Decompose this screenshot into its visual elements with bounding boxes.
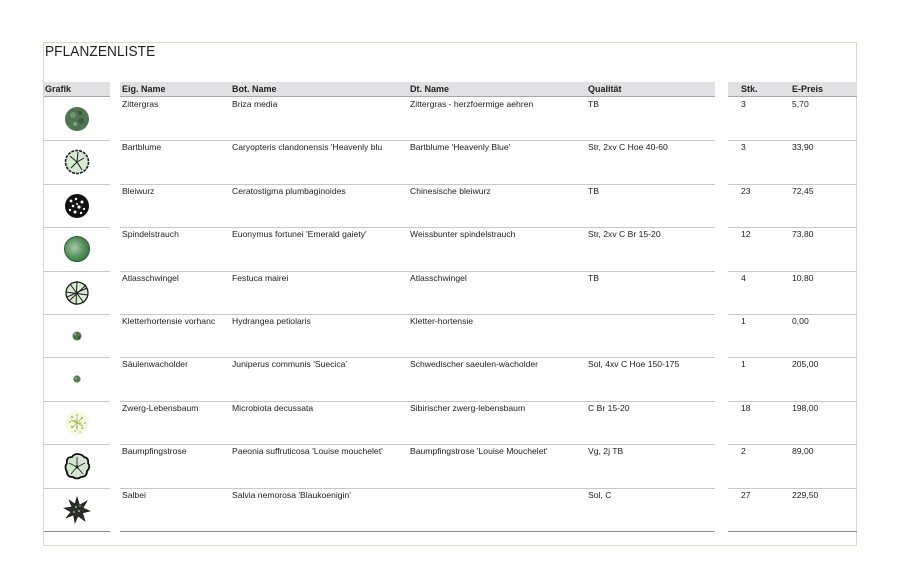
- table-bottom-border: [120, 531, 715, 532]
- cell-e-preis: 205,00: [792, 359, 819, 369]
- row-separator: [120, 314, 715, 315]
- row-separator: [44, 271, 110, 272]
- row-separator: [120, 227, 715, 228]
- cell-eig-name: Bartblume: [122, 142, 162, 152]
- row-separator: [44, 184, 110, 185]
- cell-stk: 3: [741, 99, 746, 109]
- cell-stk: 12: [741, 229, 751, 239]
- table-bottom-border: [728, 531, 857, 532]
- cell-eig-name: Bleiwurz: [122, 186, 155, 196]
- dense-shrub-dark-green-icon: [62, 104, 92, 134]
- cell-dt-name: Zittergras - herzfoermige aehren: [410, 99, 534, 109]
- row-separator: [44, 488, 110, 489]
- cell-stk: 18: [741, 403, 751, 413]
- column-header-grafik: Grafik: [45, 84, 72, 94]
- row-separator: [728, 271, 857, 272]
- row-separator: [728, 488, 857, 489]
- cell-eig-name: Kletterhortensie vorhanc: [122, 316, 216, 326]
- column-header-qualitaet: Qualität: [588, 84, 622, 94]
- cell-eig-name: Säulenwacholder: [122, 359, 188, 369]
- row-separator: [728, 357, 857, 358]
- cell-eig-name: Salbei: [122, 490, 146, 500]
- row-separator: [120, 140, 715, 141]
- cell-qualitaet: Str, 2xv C Hoe 40-60: [588, 142, 668, 152]
- cell-qualitaet: Sol, C: [588, 490, 612, 500]
- cell-stk: 1: [741, 316, 746, 326]
- black-white-speckled-shrub-icon: [62, 191, 92, 221]
- cell-qualitaet: Sol, 4xv C Hoe 150-175: [588, 359, 680, 369]
- plant-list-document: [43, 42, 857, 546]
- cell-stk: 2: [741, 446, 746, 456]
- cell-qualitaet: TB: [588, 99, 599, 109]
- cell-dt-name: Chinesische bleiwurz: [410, 186, 491, 196]
- cell-bot-name: Festuca mairei: [232, 273, 289, 283]
- table-bottom-border: [44, 531, 110, 532]
- cell-stk: 3: [741, 142, 746, 152]
- cell-qualitaet: TB: [588, 186, 599, 196]
- cell-qualitaet: Str, 2xv C Br 15-20: [588, 229, 661, 239]
- row-separator: [44, 227, 110, 228]
- pale-green-lobed-shrub-icon: [62, 451, 92, 481]
- cell-eig-name: Baumpfingstrose: [122, 446, 187, 456]
- cell-stk: 1: [741, 359, 746, 369]
- grass-tuft-segmented-icon: [62, 278, 92, 308]
- row-separator: [44, 401, 110, 402]
- green-sphere-shrub-icon: [62, 234, 92, 264]
- cell-eig-name: Atlasschwingel: [122, 273, 179, 283]
- row-separator: [728, 140, 857, 141]
- small-green-conifer-icon: [62, 364, 92, 394]
- cell-e-preis: 33,90: [792, 142, 814, 152]
- cell-dt-name: Baumpfingstrose 'Louise Mouchelet': [410, 446, 548, 456]
- cell-dt-name: Atlasschwingel: [410, 273, 467, 283]
- row-separator: [44, 314, 110, 315]
- cell-e-preis: 0,00: [792, 316, 809, 326]
- cell-qualitaet: TB: [588, 273, 599, 283]
- cell-e-preis: 89,00: [792, 446, 814, 456]
- cell-eig-name: Zittergras: [122, 99, 159, 109]
- row-separator: [728, 444, 857, 445]
- column-header-eig-name: Eig. Name: [122, 84, 166, 94]
- cell-stk: 23: [741, 186, 751, 196]
- row-separator: [120, 357, 715, 358]
- column-header-bot-name: Bot. Name: [232, 84, 277, 94]
- dark-star-shaped-perennial-icon: [62, 495, 92, 525]
- document-title: PFLANZENLISTE: [45, 44, 156, 60]
- cell-dt-name: Kletter-hortensie: [410, 316, 474, 326]
- row-separator: [44, 357, 110, 358]
- row-separator: [44, 444, 110, 445]
- row-separator: [120, 271, 715, 272]
- cell-dt-name: Bartblume 'Heavenly Blue': [410, 142, 511, 152]
- cell-e-preis: 198,00: [792, 403, 819, 413]
- cell-eig-name: Spindelstrauch: [122, 229, 179, 239]
- light-green-segmented-shrub-icon: [62, 147, 92, 177]
- cell-bot-name: Ceratostigma plumbaginoides: [232, 186, 346, 196]
- row-separator: [728, 314, 857, 315]
- cell-bot-name: Paeonia suffruticosa 'Louise mouchelet': [232, 446, 383, 456]
- row-separator: [120, 444, 715, 445]
- cell-bot-name: Euonymus fortunei 'Emerald gaiety': [232, 229, 367, 239]
- cell-bot-name: Briza media: [232, 99, 278, 109]
- row-separator: [120, 184, 715, 185]
- cell-e-preis: 229,50: [792, 490, 819, 500]
- cell-dt-name: Weissbunter spindelstrauch: [410, 229, 516, 239]
- cell-e-preis: 72,45: [792, 186, 814, 196]
- cell-eig-name: Zwerg-Lebensbaum: [122, 403, 199, 413]
- cell-bot-name: Caryopteris clandonensis 'Heavenly blu: [232, 142, 383, 152]
- column-header-e-preis: E-Preis: [792, 84, 824, 94]
- row-separator: [120, 488, 715, 489]
- cell-dt-name: Schwedischer saeulen-wacholder: [410, 359, 539, 369]
- column-header-stk: Stk.: [741, 84, 758, 94]
- cell-bot-name: Salvia nemorosa 'Blaukoenigin': [232, 490, 351, 500]
- small-green-climber-icon: [62, 321, 92, 351]
- cell-e-preis: 73,80: [792, 229, 814, 239]
- cell-bot-name: Microbiota decussata: [232, 403, 314, 413]
- cell-stk: 27: [741, 490, 751, 500]
- cell-dt-name: Sibirischer zwerg-lebensbaum: [410, 403, 526, 413]
- row-separator: [728, 401, 857, 402]
- row-separator: [728, 184, 857, 185]
- row-separator: [728, 227, 857, 228]
- row-separator: [44, 140, 110, 141]
- yellow-green-dotted-groundcover-icon: [62, 408, 92, 438]
- cell-bot-name: Hydrangea petiolaris: [232, 316, 311, 326]
- row-separator: [120, 401, 715, 402]
- cell-e-preis: 10,80: [792, 273, 814, 283]
- cell-stk: 4: [741, 273, 746, 283]
- cell-bot-name: Juniperus communis 'Suecica': [232, 359, 348, 369]
- cell-e-preis: 5,70: [792, 99, 809, 109]
- cell-qualitaet: C Br 15-20: [588, 403, 630, 413]
- column-header-dt-name: Dt. Name: [410, 84, 450, 94]
- cell-qualitaet: Vg, 2j TB: [588, 446, 624, 456]
